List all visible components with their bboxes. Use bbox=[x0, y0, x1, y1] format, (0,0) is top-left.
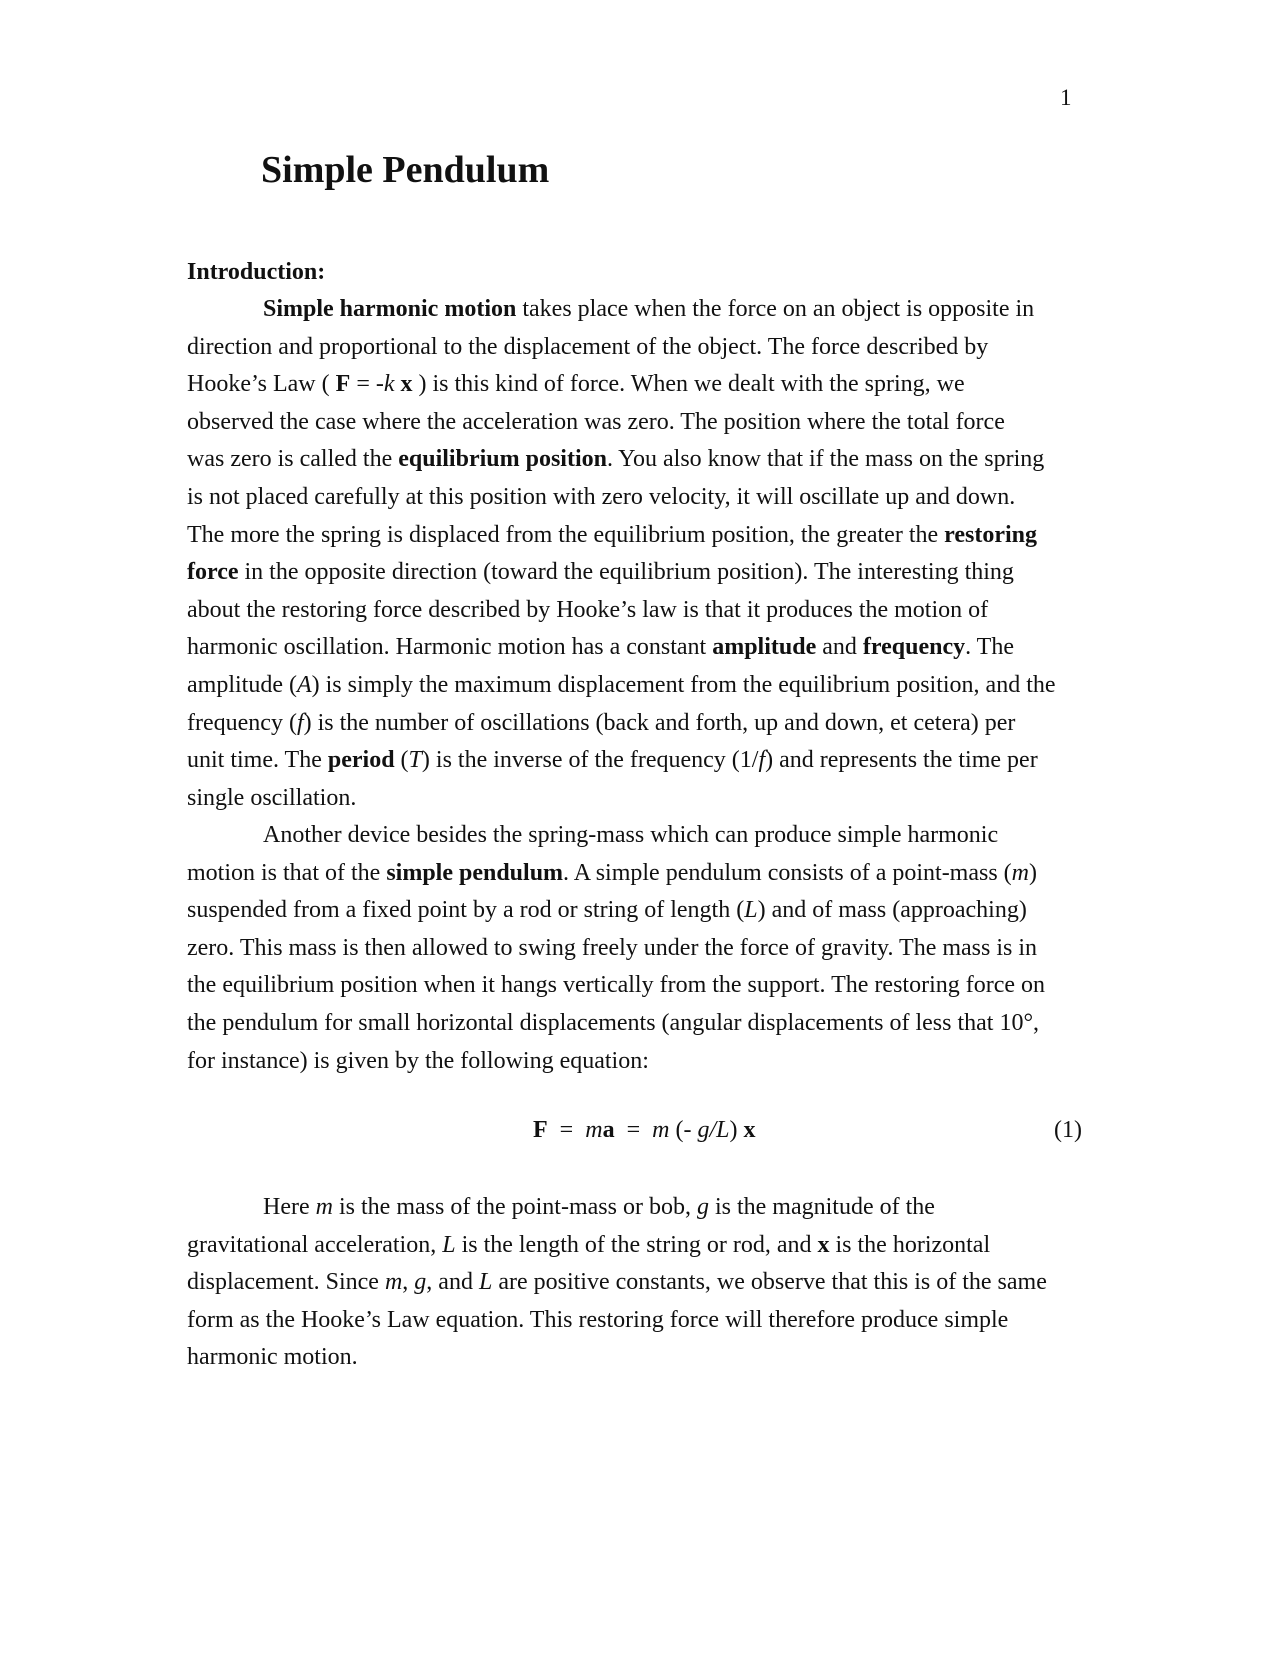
text-line bbox=[187, 742, 1087, 780]
text-line: Another device besides the spring-mass which can produce simple harmonic bbox=[263, 822, 999, 848]
symbol-gravity: g bbox=[414, 1269, 427, 1296]
term-amplitude: amplitude bbox=[712, 634, 817, 661]
text-line: the pendulum for small horizontal displacements (angular displacements of less that 10°, bbox=[187, 1009, 1040, 1036]
text-run: , bbox=[402, 1269, 415, 1296]
term-force: force bbox=[187, 559, 239, 586]
page-number: 1 bbox=[1060, 85, 1072, 110]
text-run: = - bbox=[350, 371, 384, 398]
symbol-force: F bbox=[335, 371, 351, 398]
text-run: ) and of mass (approaching) bbox=[757, 897, 1027, 924]
symbol-length: L bbox=[478, 1269, 493, 1296]
text-run: . The bbox=[965, 634, 1014, 661]
text-line bbox=[187, 892, 1087, 930]
text-line: harmonic motion. bbox=[187, 1344, 358, 1371]
text-run: frequency ( bbox=[187, 709, 297, 736]
text-run: suspended from a fixed point by a rod or string of length ( bbox=[187, 897, 745, 924]
text-run: and bbox=[816, 634, 863, 661]
symbol-amplitude: A bbox=[296, 671, 312, 698]
paragraph-introduction-2 bbox=[187, 817, 1087, 1080]
text-line bbox=[187, 517, 1087, 555]
text-run: are positive constants, we observe that this is of the same bbox=[492, 1269, 1047, 1296]
text-run: harmonic oscillation. Harmonic motion has a constant bbox=[187, 634, 713, 661]
symbol-gravity: g bbox=[696, 1194, 709, 1220]
text-line bbox=[187, 1264, 1087, 1302]
text-line bbox=[187, 1189, 1087, 1227]
symbol-frequency: f bbox=[758, 747, 766, 774]
section-heading-introduction: Introduction: bbox=[187, 259, 326, 285]
term-restoring: restoring bbox=[944, 521, 1038, 548]
text-run: Hooke’s Law ( bbox=[187, 371, 336, 398]
equation-part: ) bbox=[729, 1117, 744, 1143]
text-line bbox=[187, 667, 1087, 705]
text-run: . You also know that if the mass on the spring bbox=[606, 446, 1045, 473]
text-line bbox=[187, 705, 1087, 743]
text-run: amplitude ( bbox=[187, 671, 297, 698]
document-title: Simple Pendulum bbox=[261, 149, 550, 191]
equation-part: = bbox=[547, 1117, 586, 1143]
symbol-period: T bbox=[408, 747, 422, 774]
symbol-length: L bbox=[442, 1231, 456, 1258]
text-line: form as the Hooke’s Law equation. This restoring force will therefore produce simple bbox=[187, 1306, 1009, 1333]
equation-part: (- bbox=[669, 1117, 698, 1143]
symbol-g-over-l: g/L bbox=[697, 1117, 730, 1143]
text-run: ) is this kind of force. When we dealt with the spring, we bbox=[412, 371, 965, 398]
term-simple-pendulum: simple pendulum bbox=[386, 859, 564, 886]
text-line bbox=[187, 441, 1087, 479]
text-run: is the mass of the point-mass or bob, bbox=[332, 1194, 697, 1220]
text-line: the equilibrium position when it hangs vertically from the support. The restoring force on bbox=[187, 972, 1046, 999]
text-run: ) is the number of oscillations (back and forth, up and down, et cetera) per bbox=[303, 709, 1016, 736]
term-period: period bbox=[327, 747, 395, 774]
text-run: The more the spring is displaced from the equilibrium position, the greater the bbox=[187, 521, 945, 548]
equation-number: (1) bbox=[1054, 1117, 1082, 1143]
text-run: in the opposite direction (toward the equilibrium position). The interesting thing bbox=[238, 559, 1014, 586]
text-run: unit time. The bbox=[187, 747, 328, 774]
text-run: , and bbox=[426, 1269, 479, 1296]
text-run: motion is that of the bbox=[187, 859, 387, 886]
symbol-mass: m bbox=[1011, 859, 1030, 886]
symbol-mass: m bbox=[585, 1117, 603, 1143]
text-line: single oscillation. bbox=[187, 784, 357, 811]
text-line: is not placed carefully at this position with zero velocity, it will oscillate up and down. bbox=[187, 483, 1016, 510]
symbol-x: x bbox=[743, 1117, 756, 1143]
text-run: Here bbox=[263, 1194, 316, 1220]
text-run: is the magnitude of the bbox=[708, 1194, 935, 1220]
text-line: zero. This mass is then allowed to swing freely under the force of gravity. The mass is in bbox=[187, 934, 1038, 961]
symbol-k: k bbox=[383, 371, 395, 398]
text-run: is the horizontal bbox=[829, 1231, 991, 1258]
term-equilibrium-position: equilibrium position bbox=[398, 446, 607, 473]
symbol-mass: m bbox=[384, 1269, 403, 1296]
symbol-force: F bbox=[533, 1117, 548, 1143]
text-line bbox=[187, 855, 1087, 893]
symbol-x: x bbox=[400, 371, 413, 398]
text-line bbox=[187, 554, 1087, 592]
text-run: is the length of the string or rod, and bbox=[455, 1231, 818, 1258]
text-line: observed the case where the acceleration was zero. The position where the total force bbox=[187, 408, 1005, 435]
text-run: displacement. Since bbox=[187, 1269, 385, 1296]
text-line: for instance) is given by the following equation: bbox=[187, 1047, 649, 1074]
equation-restoring-force bbox=[533, 1116, 755, 1145]
text-run: ( bbox=[394, 747, 409, 774]
text-run: takes place when the force on an object is opposite in bbox=[516, 296, 1035, 322]
equation-part: = bbox=[614, 1117, 653, 1143]
text-line bbox=[187, 366, 1087, 404]
text-run: ) is simply the maximum displacement from the equilibrium position, and the bbox=[311, 671, 1056, 698]
paragraph-explanation bbox=[187, 1189, 1087, 1377]
text-line bbox=[187, 291, 1087, 329]
paragraph-introduction-1 bbox=[187, 291, 1087, 817]
text-run: ) bbox=[1029, 859, 1038, 886]
text-run: ) and represents the time per bbox=[765, 747, 1038, 774]
term-simple-harmonic-motion: Simple harmonic motion bbox=[263, 296, 517, 322]
symbol-length: L bbox=[744, 897, 758, 924]
text-run: ) is the inverse of the frequency (1/ bbox=[421, 747, 759, 774]
text-line bbox=[187, 629, 1087, 667]
symbol-mass: m bbox=[652, 1117, 670, 1143]
term-frequency: frequency bbox=[862, 634, 966, 661]
text-run: gravitational acceleration, bbox=[187, 1231, 443, 1258]
symbol-mass: m bbox=[315, 1194, 333, 1220]
text-line: direction and proportional to the displacement of the object. The force described by bbox=[187, 333, 989, 360]
symbol-acceleration: a bbox=[602, 1117, 615, 1143]
text-line bbox=[187, 1227, 1087, 1265]
text-run: . A simple pendulum consists of a point-mass ( bbox=[563, 859, 1012, 886]
text-line: about the restoring force described by Hooke’s law is that it produces the motion of bbox=[187, 596, 989, 623]
symbol-frequency: f bbox=[296, 709, 304, 736]
symbol-x: x bbox=[817, 1231, 830, 1258]
text-run: was zero is called the bbox=[187, 446, 399, 473]
